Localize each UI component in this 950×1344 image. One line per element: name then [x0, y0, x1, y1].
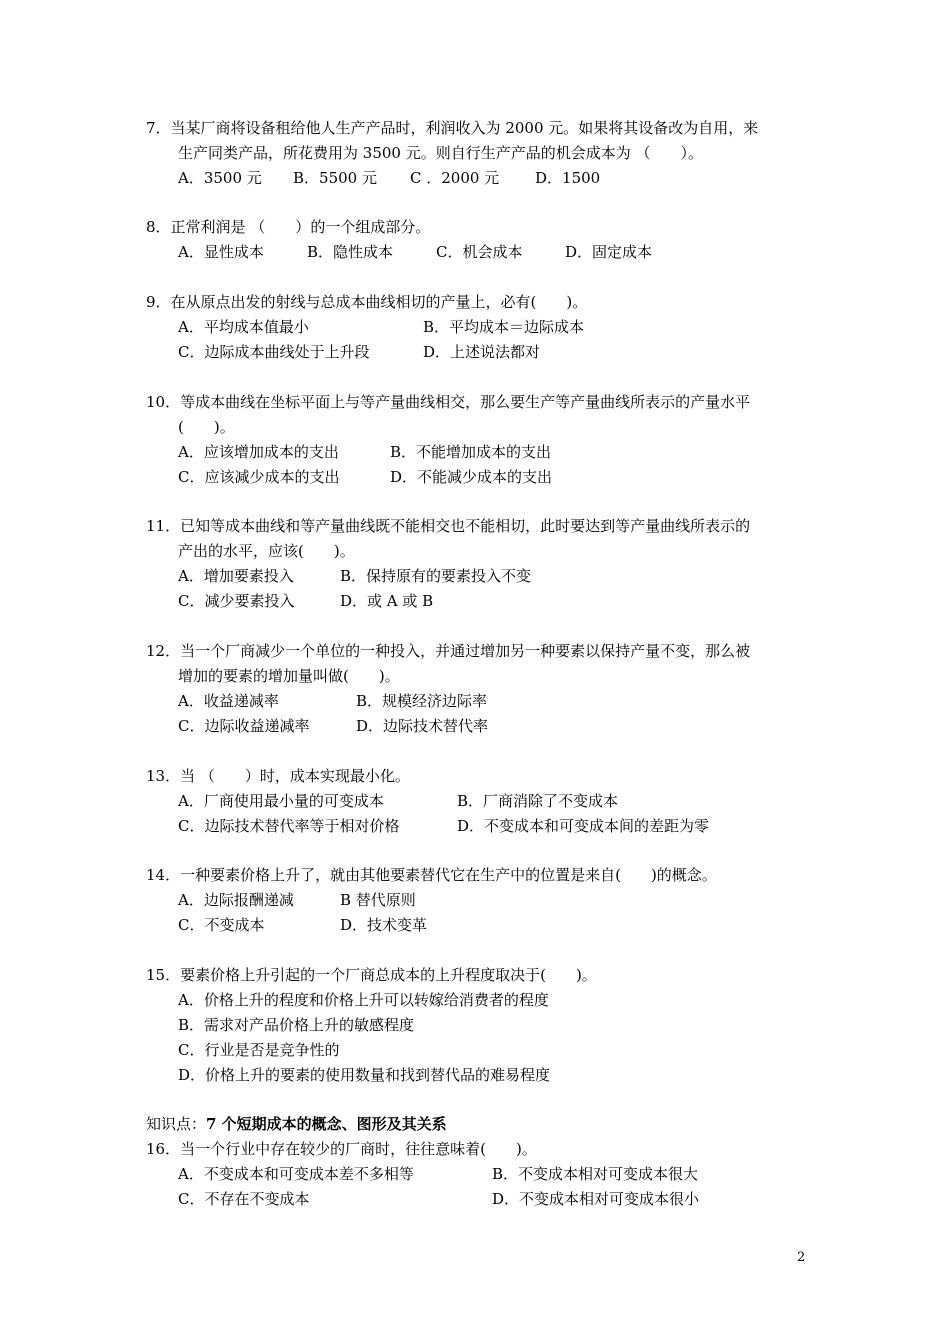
- question-16-option-c: C．不存在不变成本: [178, 1190, 310, 1208]
- question-14-option-d: D．技术变革: [340, 916, 428, 934]
- question-10-option-d: D．不能减少成本的支出: [390, 468, 553, 486]
- question-12-option-a: A．收益递减率: [178, 692, 279, 710]
- question-14-option-a: A．边际报酬递减: [178, 891, 294, 909]
- question-11-option-b: B．保持原有的要素投入不变: [340, 567, 532, 585]
- question-10-line-1: 10．等成本曲线在坐标平面上与等产量曲线相交，那么要生产等产量曲线所表示的产量水平: [146, 393, 751, 411]
- question-14-line-1: 14．一种要素价格上升了，就由其他要素替代它在生产中的位置是来自( )的概念。: [146, 866, 717, 884]
- question-7-option-b: B．5500 元: [293, 169, 377, 187]
- question-12-line-1: 12．当一个厂商减少一个单位的一种投入，并通过增加另一种要素以保持产量不变，那么被: [146, 642, 751, 660]
- question-15-option-a: A．价格上升的程度和价格上升可以转嫁给消费者的程度: [178, 991, 549, 1009]
- question-15-option-c: C．行业是否是竞争性的: [178, 1041, 340, 1059]
- question-11-line-1: 11．已知等成本曲线和等产量曲线既不能相交也不能相切，此时要达到等产量曲线所表示的: [146, 517, 751, 535]
- question-11-option-c: C．减少要素投入: [178, 592, 295, 610]
- question-12-option-b: B．规模经济边际率: [356, 692, 488, 710]
- question-16-option-d: D．不变成本相对可变成本很小: [492, 1190, 700, 1208]
- question-12-option-d: D．边际技术替代率: [356, 717, 489, 735]
- question-11-option-a: A．增加要素投入: [178, 567, 294, 585]
- question-14-option-c: C．不变成本: [178, 916, 265, 934]
- question-16-option-a: A．不变成本和可变成本差不多相等: [178, 1165, 414, 1183]
- knowledge-point-text: 7 个短期成本的概念、图形及其关系: [206, 1115, 447, 1133]
- question-15-line-1: 15．要素价格上升引起的一个厂商总成本的上升程度取决于( )。: [146, 966, 597, 984]
- question-8-option-a: A．显性成本: [178, 243, 264, 261]
- question-9-option-c: C．边际成本曲线处于上升段: [178, 343, 370, 361]
- knowledge-point-label: 知识点：: [146, 1115, 207, 1133]
- question-8-option-d: D．固定成本: [565, 243, 653, 261]
- question-11-option-d: D．或 A 或 B: [340, 592, 434, 610]
- question-9-option-d: D．上述说法都对: [423, 343, 541, 361]
- question-12-line-2: 增加的要素的增加量叫做( )。: [178, 667, 400, 685]
- question-7-option-a: A．3500 元: [178, 169, 262, 187]
- question-11-line-2: 产出的水平，应该( )。: [178, 542, 355, 560]
- question-15-option-d: D．价格上升的要素的使用数量和找到替代品的难易程度: [178, 1066, 551, 1084]
- question-7-line-1: 7．当某厂商将设备租给他人生产产品时，利润收入为 2000 元。如果将其设备改为自用，来: [146, 119, 759, 137]
- question-8-line-1: 8．正常利润是 （ ）的一个组成部分。: [146, 218, 431, 236]
- page-number: 2: [797, 1250, 806, 1265]
- question-15-option-b: B．需求对产品价格上升的敏感程度: [178, 1016, 415, 1034]
- question-12-option-c: C．边际收益递减率: [178, 717, 310, 735]
- question-8-option-b: B．隐性成本: [307, 243, 394, 261]
- question-13-line-1: 13．当 （ ）时，成本实现最小化。: [146, 767, 410, 785]
- question-7-line-2: 生产同类产品，所花费用为 3500 元。则自行生产产品的机会成本为 （ ）。: [178, 144, 703, 162]
- question-16-line-1: 16．当一个行业中存在较少的厂商时，往往意味着( )。: [146, 1140, 537, 1158]
- question-13-option-b: B．厂商消除了不变成本: [457, 792, 619, 810]
- question-7-option-d: D．1500: [535, 169, 601, 187]
- question-9-option-b: B．平均成本＝边际成本: [423, 318, 585, 336]
- question-10-option-c: C．应该减少成本的支出: [178, 468, 340, 486]
- question-10-line-2: ( )。: [178, 418, 235, 436]
- question-13-option-d: D．不变成本和可变成本间的差距为零: [457, 817, 710, 835]
- question-16-option-b: B．不变成本相对可变成本很大: [492, 1165, 699, 1183]
- question-14-option-b: B 替代原则: [340, 891, 416, 909]
- question-7-option-c: C ．2000 元: [410, 169, 500, 187]
- knowledge-point: [146, 1112, 447, 1136]
- question-10-option-b: B．不能增加成本的支出: [390, 443, 552, 461]
- question-9-option-a: A．平均成本值最小: [178, 318, 309, 336]
- question-10-option-a: A．应该增加成本的支出: [178, 443, 339, 461]
- question-8-option-c: C．机会成本: [436, 243, 523, 261]
- question-13-option-a: A．厂商使用最小量的可变成本: [178, 792, 384, 810]
- question-13-option-c: C．边际技术替代率等于相对价格: [178, 817, 400, 835]
- question-9-line-1: 9．在从原点出发的射线与总成本曲线相切的产量上，必有( )。: [146, 293, 588, 311]
